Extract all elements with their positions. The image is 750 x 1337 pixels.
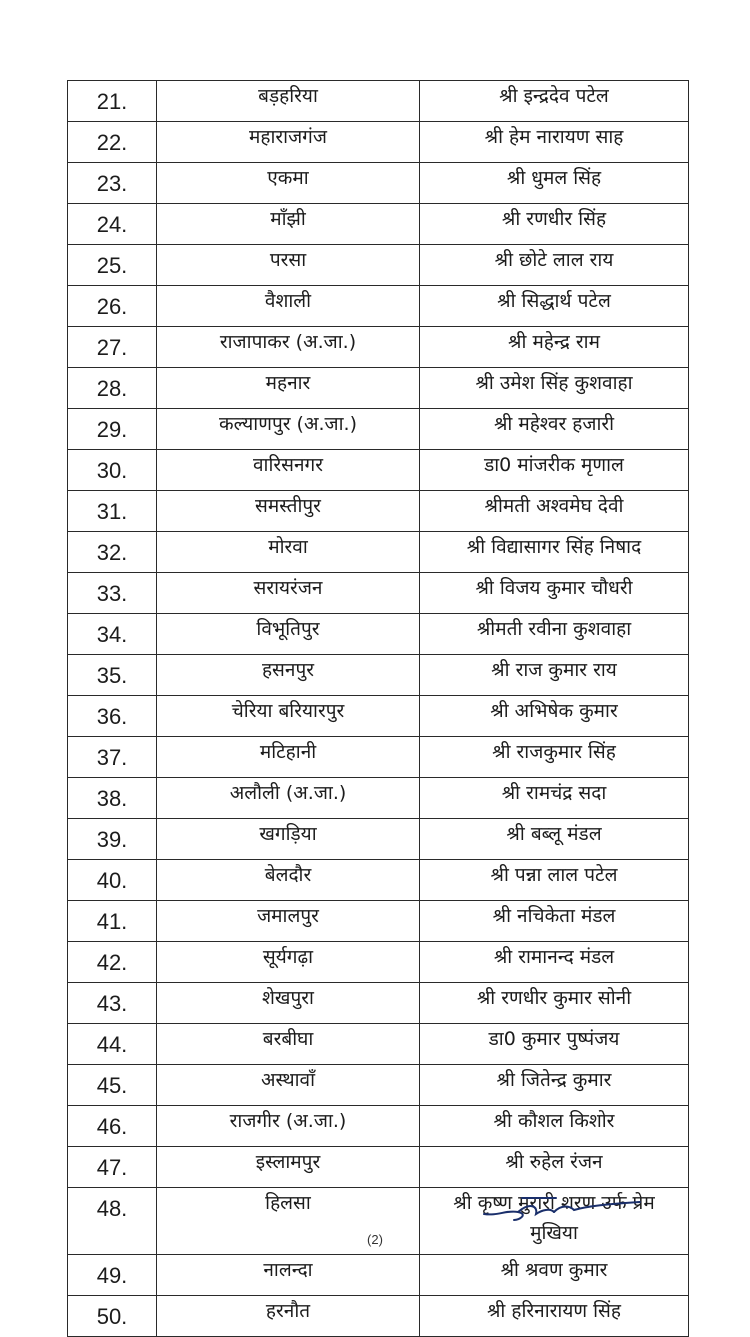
- candidate-name: [420, 983, 689, 1024]
- candidate-text: श्री बब्लू मंडल: [506, 823, 602, 845]
- constituency-name: इस्लामपुर: [157, 1147, 420, 1188]
- row-number: 32.: [68, 532, 157, 573]
- table-row: [68, 942, 689, 983]
- row-number: 48.: [68, 1188, 157, 1255]
- row-number: 50.: [68, 1296, 157, 1337]
- constituency-name: शेखपुरा: [157, 983, 420, 1024]
- constituency-name: एकमा: [157, 163, 420, 204]
- row-number: 36.: [68, 696, 157, 737]
- candidate-text: श्रीमती अश्वमेघ देवी: [484, 495, 624, 517]
- constituency-name: कल्याणपुर (अ.जा.): [157, 409, 420, 450]
- candidate-text: श्री राजकुमार सिंह: [492, 741, 616, 763]
- table-row: [68, 696, 689, 737]
- table-row: [68, 245, 689, 286]
- constituency-name: अस्थावाँ: [157, 1065, 420, 1106]
- constituency-name: परसा: [157, 245, 420, 286]
- constituency-name: वैशाली: [157, 286, 420, 327]
- table-row: [68, 1255, 689, 1296]
- table-row: [68, 737, 689, 778]
- candidate-text: डा0 मांजरीक मृणाल: [484, 454, 624, 476]
- candidate-name: [420, 696, 689, 737]
- table-row: [68, 122, 689, 163]
- candidate-name: [420, 1106, 689, 1147]
- constituency-name: राजगीर (अ.जा.): [157, 1106, 420, 1147]
- row-number: 31.: [68, 491, 157, 532]
- candidate-name: [420, 1065, 689, 1106]
- candidate-name: [420, 942, 689, 983]
- candidate-text: श्री श्रवण कुमार: [500, 1259, 608, 1281]
- candidate-name: [420, 1296, 689, 1337]
- row-number: 27.: [68, 327, 157, 368]
- table-row: [68, 819, 689, 860]
- table-row: [68, 368, 689, 409]
- candidate-text: डा0 कुमार पुष्पंजय: [488, 1028, 620, 1050]
- candidate-text: श्री छोटे लाल राय: [494, 249, 614, 271]
- candidate-text: श्री अभिषेक कुमार: [490, 700, 618, 722]
- constituency-name: अलौली (अ.जा.): [157, 778, 420, 819]
- table-row: [68, 573, 689, 614]
- candidate-name: [420, 450, 689, 491]
- table-row: [68, 327, 689, 368]
- constituency-name: हसनपुर: [157, 655, 420, 696]
- candidate-name: [420, 1147, 689, 1188]
- candidate-name: [420, 491, 689, 532]
- candidate-name: [420, 245, 689, 286]
- constituency-name: मोरवा: [157, 532, 420, 573]
- table-row: [68, 491, 689, 532]
- table-row: [68, 860, 689, 901]
- candidate-text: श्री सिद्धार्थ पटेल: [497, 290, 611, 312]
- candidate-text: श्री हरिनारायण सिंह: [486, 1300, 621, 1322]
- table-row: [68, 81, 689, 122]
- constituency-name: सरायरंजन: [157, 573, 420, 614]
- constituency-name: हिलसा: [157, 1188, 420, 1255]
- row-number: 21.: [68, 81, 157, 122]
- row-number: 29.: [68, 409, 157, 450]
- candidate-text: श्री हेम नारायण साह: [484, 126, 624, 148]
- row-number: 39.: [68, 819, 157, 860]
- table-row: [68, 286, 689, 327]
- candidate-text: श्री रामचंद्र सदा: [501, 782, 607, 804]
- candidate-name: [420, 368, 689, 409]
- constituency-name: सूर्यगढ़ा: [157, 942, 420, 983]
- candidate-name: [420, 614, 689, 655]
- candidate-name: [420, 860, 689, 901]
- row-number: 34.: [68, 614, 157, 655]
- table-row: [68, 163, 689, 204]
- constituency-name: चेरिया बरियारपुर: [157, 696, 420, 737]
- candidate-text: श्री रणधीर कुमार सोनी: [476, 987, 632, 1009]
- constituency-name: बड़हरिया: [157, 81, 420, 122]
- row-number: 26.: [68, 286, 157, 327]
- candidate-text: श्री नचिकेता मंडल: [492, 905, 616, 927]
- table-row: [68, 409, 689, 450]
- row-number: 42.: [68, 942, 157, 983]
- row-number: 46.: [68, 1106, 157, 1147]
- table-row: [68, 655, 689, 696]
- candidate-text: श्रीमती रवीना कुशवाहा: [476, 618, 632, 640]
- table-row: [68, 778, 689, 819]
- row-number: 37.: [68, 737, 157, 778]
- candidate-name: [420, 819, 689, 860]
- constituency-name: मटिहानी: [157, 737, 420, 778]
- row-number: 47.: [68, 1147, 157, 1188]
- table-row: [68, 983, 689, 1024]
- candidate-name: [420, 81, 689, 122]
- table-row: [68, 1106, 689, 1147]
- candidate-name: [420, 163, 689, 204]
- candidate-text: श्री रामानन्द मंडल: [493, 946, 615, 968]
- candidate-text: श्री रणधीर सिंह: [501, 208, 607, 230]
- table-row: [68, 1147, 689, 1188]
- row-number: 25.: [68, 245, 157, 286]
- candidate-name: [420, 1024, 689, 1065]
- candidate-name: [420, 655, 689, 696]
- constituency-name: राजापाकर (अ.जा.): [157, 327, 420, 368]
- candidate-text: श्री कृष्ण मुरारी शरण उर्फ प्रेम मुखिया: [453, 1192, 655, 1244]
- candidate-name: [420, 532, 689, 573]
- candidate-name: [420, 1255, 689, 1296]
- candidate-text: श्री विजय कुमार चौधरी: [475, 577, 633, 599]
- candidate-name: [420, 778, 689, 819]
- constituency-name: समस्तीपुर: [157, 491, 420, 532]
- constituency-name: वारिसनगर: [157, 450, 420, 491]
- row-number: 38.: [68, 778, 157, 819]
- constituency-name: जमालपुर: [157, 901, 420, 942]
- constituency-name: महनार: [157, 368, 420, 409]
- row-number: 45.: [68, 1065, 157, 1106]
- candidate-text: श्री महेश्वर हजारी: [493, 413, 615, 435]
- constituency-name: माँझी: [157, 204, 420, 245]
- constituency-name: बेलदौर: [157, 860, 420, 901]
- table-row: [68, 1296, 689, 1337]
- row-number: 30.: [68, 450, 157, 491]
- candidate-table: [67, 80, 689, 1337]
- row-number: 44.: [68, 1024, 157, 1065]
- candidate-text: श्री महेन्द्र राम: [508, 331, 600, 353]
- constituency-name: बरबीघा: [157, 1024, 420, 1065]
- table-row: [68, 1065, 689, 1106]
- candidate-text: श्री विद्यासागर सिंह निषाद: [466, 536, 642, 558]
- candidate-text: श्री उमेश सिंह कुशवाहा: [475, 372, 633, 394]
- candidate-name: [420, 327, 689, 368]
- candidate-text: श्री धुमल सिंह: [506, 167, 602, 189]
- signature-mark: [478, 1190, 648, 1230]
- row-number: 23.: [68, 163, 157, 204]
- table-row: [68, 1024, 689, 1065]
- table-row: [68, 614, 689, 655]
- constituency-name: महाराजगंज: [157, 122, 420, 163]
- constituency-name: नालन्दा: [157, 1255, 420, 1296]
- candidate-name: [420, 409, 689, 450]
- candidate-name: [420, 901, 689, 942]
- row-number: 41.: [68, 901, 157, 942]
- candidate-name: [420, 573, 689, 614]
- candidate-text: श्री राज कुमार राय: [491, 659, 617, 681]
- page-number: (2): [367, 1232, 383, 1247]
- constituency-name: विभूतिपुर: [157, 614, 420, 655]
- candidate-name: [420, 286, 689, 327]
- row-number: 35.: [68, 655, 157, 696]
- row-number: 22.: [68, 122, 157, 163]
- row-number: 43.: [68, 983, 157, 1024]
- candidate-text: श्री कौशल किशोर: [493, 1110, 615, 1132]
- row-number: 40.: [68, 860, 157, 901]
- candidate-name: [420, 122, 689, 163]
- table-row: [68, 901, 689, 942]
- candidate-text: श्री जितेन्द्र कुमार: [496, 1069, 612, 1091]
- constituency-name: खगड़िया: [157, 819, 420, 860]
- candidate-text: श्री पन्ना लाल पटेल: [490, 864, 618, 886]
- row-number: 33.: [68, 573, 157, 614]
- candidate-text: श्री इन्द्रदेव पटेल: [499, 85, 609, 107]
- table-row: [68, 532, 689, 573]
- table-row: [68, 204, 689, 245]
- constituency-name: हरनौत: [157, 1296, 420, 1337]
- table-row: [68, 450, 689, 491]
- row-number: 24.: [68, 204, 157, 245]
- candidate-name: [420, 204, 689, 245]
- row-number: 28.: [68, 368, 157, 409]
- row-number: 49.: [68, 1255, 157, 1296]
- candidate-text: श्री रुहेल रंजन: [505, 1151, 603, 1173]
- candidate-name: [420, 737, 689, 778]
